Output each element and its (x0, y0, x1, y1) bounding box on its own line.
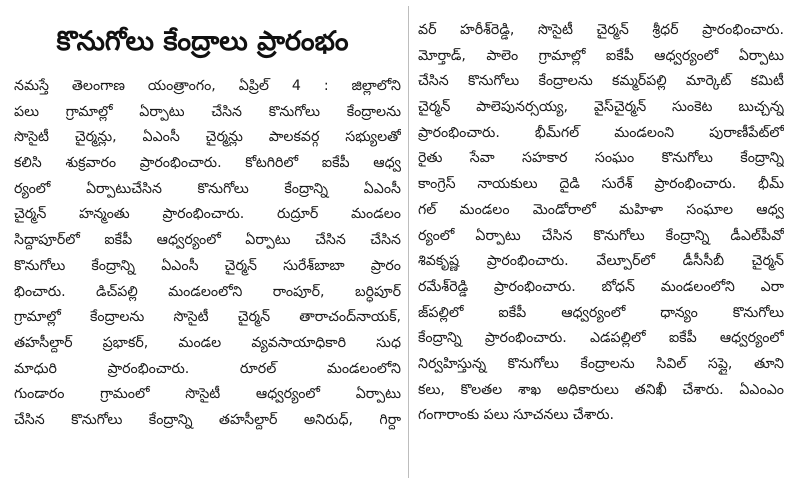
article-text-line: గల్ మండలం మెండోరాలో మహిళా సంఘాల ఆధ్వ (418, 201, 784, 218)
article-text-line: ప్రారంభించారు. భీమ్‌గల్ మండలంని పురాణీపేట్‌లో (418, 124, 784, 141)
article-text-line: గ్రామాల్లో కేంద్రాలను సొసైటీ చైర్మన్ తారాచంద్‌నాయక్, (14, 309, 401, 326)
article-text-line: జ్‌పల్లిలో ఐకేపీ ఆధ్వర్యంలో ధాన్యం కొనుగోలు (418, 304, 784, 321)
article-text-line: సొసైటీ చైర్మన్లు, ఏఎంసీ చైర్మన్లు పాలకవర్గ సభ్యులతో (14, 129, 401, 146)
article-text-line: గుండారం గ్రామంలో సొసైటీ ఆధ్వర్యంలో ఏర్పాటు (14, 386, 401, 403)
article-text-line: నమస్తే తెలంగాణ యంత్రాంగం, ఏప్రిల్ 4 : జిల్లాలోని (14, 78, 401, 94)
article-text-line: ర్యంలో ఏర్పాటుచేసిన కొనుగోలు కేంద్రాన్ని ఏఎంసీ (14, 180, 401, 197)
article-text-line: కలిసి శుక్రవారం ప్రారంభించారు. కోటగిరిలో ఐకేపీ ఆధ్వ (14, 155, 401, 172)
article-text-line: ర్యంలో ఏర్పాటు చేసిన కొనుగోలు కేంద్రాన్ని డీఎల్‌పీవో (418, 227, 784, 244)
article-text-line: శివకృష్ణ ప్రారంభించారు. వేల్పూర్‌లో డీసీసీబీ చైర్మన్ (418, 253, 784, 270)
article-text-line: మోర్తాడ్, పాలెం గ్రామాల్లో ఐకేపీ ఆధ్వర్యంలో ఏర్పాటు (418, 47, 784, 64)
right-column (418, 0, 790, 429)
article-text-line: కేంద్రాన్ని ప్రారంభించారు. ఎడపల్లిలో ఐకేపీ ఆధ్వర్యంలో (418, 330, 784, 347)
article-text-line: చైర్మన్ హన్మంతు ప్రారంభించారు. రుద్రూర్ మండలం (14, 206, 401, 223)
article-text-line: చేసిన కొనుగోలు కేంద్రాన్ని తహసీల్దార్ అనిరుధ్, గిర్దా (14, 411, 401, 428)
article-text-line: చైర్మన్ పాలెపునర్సయ్య, వైస్‌చైర్మన్ సుంకెట బుచ్చన్న (418, 99, 784, 116)
right-column-body (418, 18, 790, 429)
article-text-line: రైతు సేవా సహకార సంఘం కొనుగోలు కేంద్రాన్ని (418, 150, 784, 167)
article-text-line: మాధురి ప్రారంభించారు. రూరల్ మండలంలోని (14, 360, 401, 377)
article-text-line: కాంగ్రెస్ నాయకులు దైడి సురేశ్ ప్రారంభించారు. భీమ్ (418, 176, 784, 193)
article-text-line: సిద్దాపూర్‌లో ఐకేపీ ఆధ్వర్యంలో ఏర్పాటు చేసిన చేసిన (14, 232, 401, 249)
article-text-line: చేసిన కొనుగోలు కేంద్రాలను కమ్మర్‌పల్లి మార్కెట్ కమిటీ (418, 73, 784, 90)
article-text-line: తహసీల్దార్ ప్రభాకర్, మండల వ్యవసాయాధికారి సుధ (14, 334, 401, 351)
article-text-line: రమేశ్‌రెడ్డి ప్రారంభించారు. బోధన్ మండలంలోని ఎరా (418, 278, 784, 295)
left-column-body (14, 74, 401, 434)
left-column (14, 0, 401, 434)
article-text-line: నిర్వహిస్తున్న కొనుగోలు కేంద్రాలను సివిల్ సప్లై, తూని (418, 355, 784, 372)
article-text-line: గంగారాంకు పలు సూచనలు చేశారు. (418, 407, 615, 424)
article-text-line: పలు గ్రామాల్లో ఏర్పాటు చేసిన కొనుగోలు కేంద్రాలను (14, 103, 401, 120)
article-text-line: కొనుగోలు కేంద్రాన్ని ఏఎంసీ చైర్మన్ సురేశ్‌బాబా ప్రారం (14, 257, 401, 274)
article-headline: కొనుగోలు కేంద్రాలు ప్రారంభం (56, 26, 349, 57)
column-divider (408, 6, 409, 478)
article-text-line: వర్ హరీశ్‌రెడ్డి, సొసైటీ చైర్మన్ శ్రీధర్ ప్రారంభించారు. (418, 22, 784, 38)
article-text-line: భించారు. డిచ్‌పల్లి మండలంలోని రాంపూర్, బర్ధిపూర్ (14, 283, 401, 300)
article-text-line: కలు, కొలతల శాఖ అధికారులు తనిఖీ చేశారు. ఏఎంఎం (418, 381, 784, 398)
